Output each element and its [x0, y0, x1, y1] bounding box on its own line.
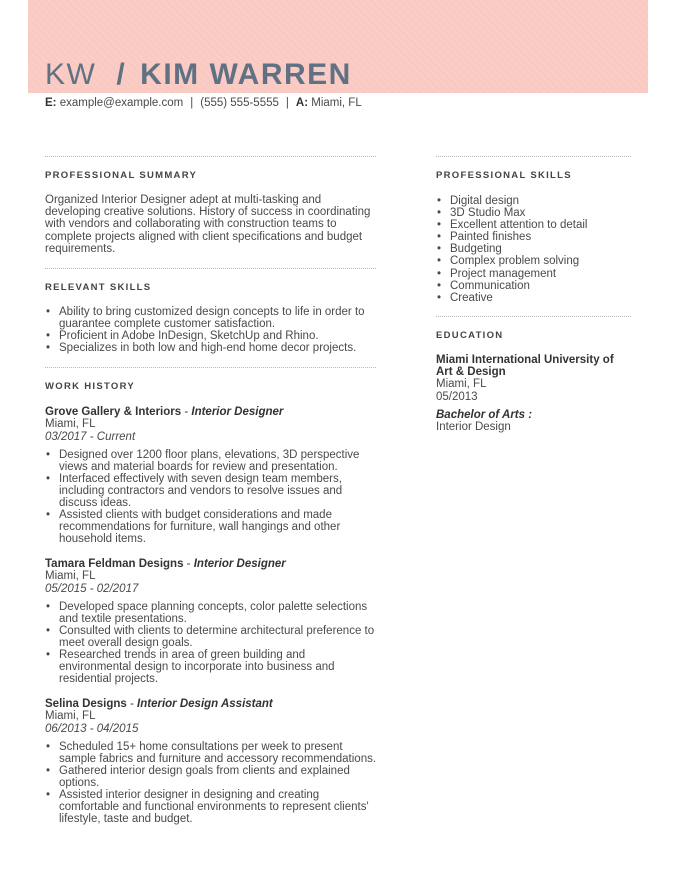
job-title: Interior Designer — [193, 558, 286, 570]
school-location: Miami, FL — [436, 378, 487, 391]
job-bullets — [45, 741, 377, 826]
job-bullets — [45, 601, 377, 686]
work-history-heading: WORK HISTORY — [45, 381, 136, 392]
section-divider — [436, 156, 631, 157]
list-item: • Scheduled 15+ home consultations per week to present sample fabrics and furniture and accessory recommendations. — [45, 741, 377, 765]
job-bullets — [45, 449, 377, 546]
job-header — [45, 698, 377, 710]
list-item: • Painted finishes — [436, 231, 636, 243]
job-title: Interior Designer — [191, 406, 284, 418]
job-location: Miami, FL — [45, 710, 96, 723]
full-name: KIM WARREN — [140, 58, 352, 91]
name-separator: / — [116, 58, 127, 91]
address-value: Miami, FL — [311, 97, 362, 109]
list-item: • Excellent attention to detail — [436, 219, 636, 231]
company-name: Grove Gallery & Interiors — [45, 406, 182, 418]
professional-skills-section — [436, 195, 636, 304]
list-item: • Project management — [436, 268, 636, 280]
job-location: Miami, FL — [45, 418, 96, 431]
job-dash: - — [181, 406, 192, 418]
summary-heading: PROFESSIONAL SUMMARY — [45, 170, 198, 181]
list-item: • Interfaced effectively with seven design team members, including contractors and vendors to resolve issues and discuss ideas. — [45, 473, 377, 509]
list-item: • Communication — [436, 280, 636, 292]
job-title: Interior Design Assistant — [137, 698, 273, 710]
list-item: • Developed space planning concepts, color palette selections and textile presentations. — [45, 601, 377, 625]
company-name: Tamara Feldman Designs — [45, 558, 184, 570]
email-label: E: — [45, 97, 57, 109]
job-location: Miami, FL — [45, 570, 96, 583]
list-item: • Budgeting — [436, 243, 636, 255]
contact-divider: | — [285, 97, 289, 109]
graduation-date: 05/2013 — [436, 390, 478, 403]
job-entry — [45, 406, 377, 546]
relevant-skills-heading: RELEVANT SKILLS — [45, 282, 152, 293]
list-item: • Specializes in both low and high-end home decor projects. — [45, 342, 379, 354]
list-item: • Creative — [436, 292, 636, 304]
list-item: • Digital design — [436, 195, 636, 207]
list-item: • Assisted interior designer in designing and creating comfortable and functional environments to represent clients' lifestyle, taste and budget. — [45, 789, 377, 825]
job-entry — [45, 558, 377, 685]
list-item: • Assisted clients with budget considerations and made recommendations for furniture, wall hangings and other household items. — [45, 509, 377, 545]
job-dash: - — [126, 698, 138, 710]
job-header — [45, 406, 377, 418]
degree: Bachelor of Arts : — [436, 408, 533, 421]
professional-skills-heading: PROFESSIONAL SKILLS — [436, 170, 572, 181]
company-name: Selina Designs — [45, 698, 127, 710]
job-dates: 06/2013 - 04/2015 — [45, 722, 139, 735]
school-name: Miami International University of Art & Design — [436, 354, 614, 379]
email-value: example@example.com — [59, 97, 184, 109]
name-initials: KW — [45, 58, 97, 91]
list-item: • Consulted with clients to determine architectural preference to meet overall design goals. — [45, 625, 377, 649]
field-of-study: Interior Design — [436, 421, 511, 434]
section-divider — [45, 268, 376, 269]
section-divider — [45, 156, 376, 157]
phone-value: (555) 555-5555 — [200, 97, 279, 109]
list-item: • Gathered interior design goals from clients and explained options. — [45, 765, 377, 789]
list-item: • Researched trends in area of green building and environmental design to incorporate into business and residential projects. — [45, 649, 377, 685]
job-dash: - — [183, 558, 194, 570]
summary-section — [45, 194, 375, 255]
summary-text: Organized Interior Designer adept at multi-tasking and developing creative solutions. History of success in coordinating with vendors and collaborating with construction teams to complete projects aligned with client specifications and budget requirements. — [45, 194, 371, 255]
list-item: • Designed over 1200 floor plans, elevations, 3D perspective views and material boards for review and presentation. — [45, 449, 377, 473]
list-item: • 3D Studio Max — [436, 207, 636, 219]
education-section — [436, 354, 632, 433]
relevant-skills-list — [45, 306, 379, 354]
list-item: • Proficient in Adobe InDesign, SketchUp and Rhino. — [45, 330, 379, 342]
address-label: A: — [295, 97, 309, 109]
contact-divider: | — [190, 97, 194, 109]
list-item: • Complex problem solving — [436, 255, 636, 267]
contact-line — [45, 97, 362, 109]
section-divider — [436, 316, 631, 317]
professional-skills-list — [436, 195, 636, 304]
list-item: • Ability to bring customized design concepts to life in order to guarantee complete customer satisfaction. — [45, 306, 379, 330]
job-dates: 05/2015 - 02/2017 — [45, 582, 139, 595]
job-dates: 03/2017 - Current — [45, 430, 136, 443]
education-heading: EDUCATION — [436, 330, 504, 341]
section-divider — [45, 367, 376, 368]
job-entry — [45, 698, 377, 825]
name-heading — [45, 58, 352, 92]
job-header — [45, 558, 377, 570]
relevant-skills-section — [45, 306, 379, 354]
